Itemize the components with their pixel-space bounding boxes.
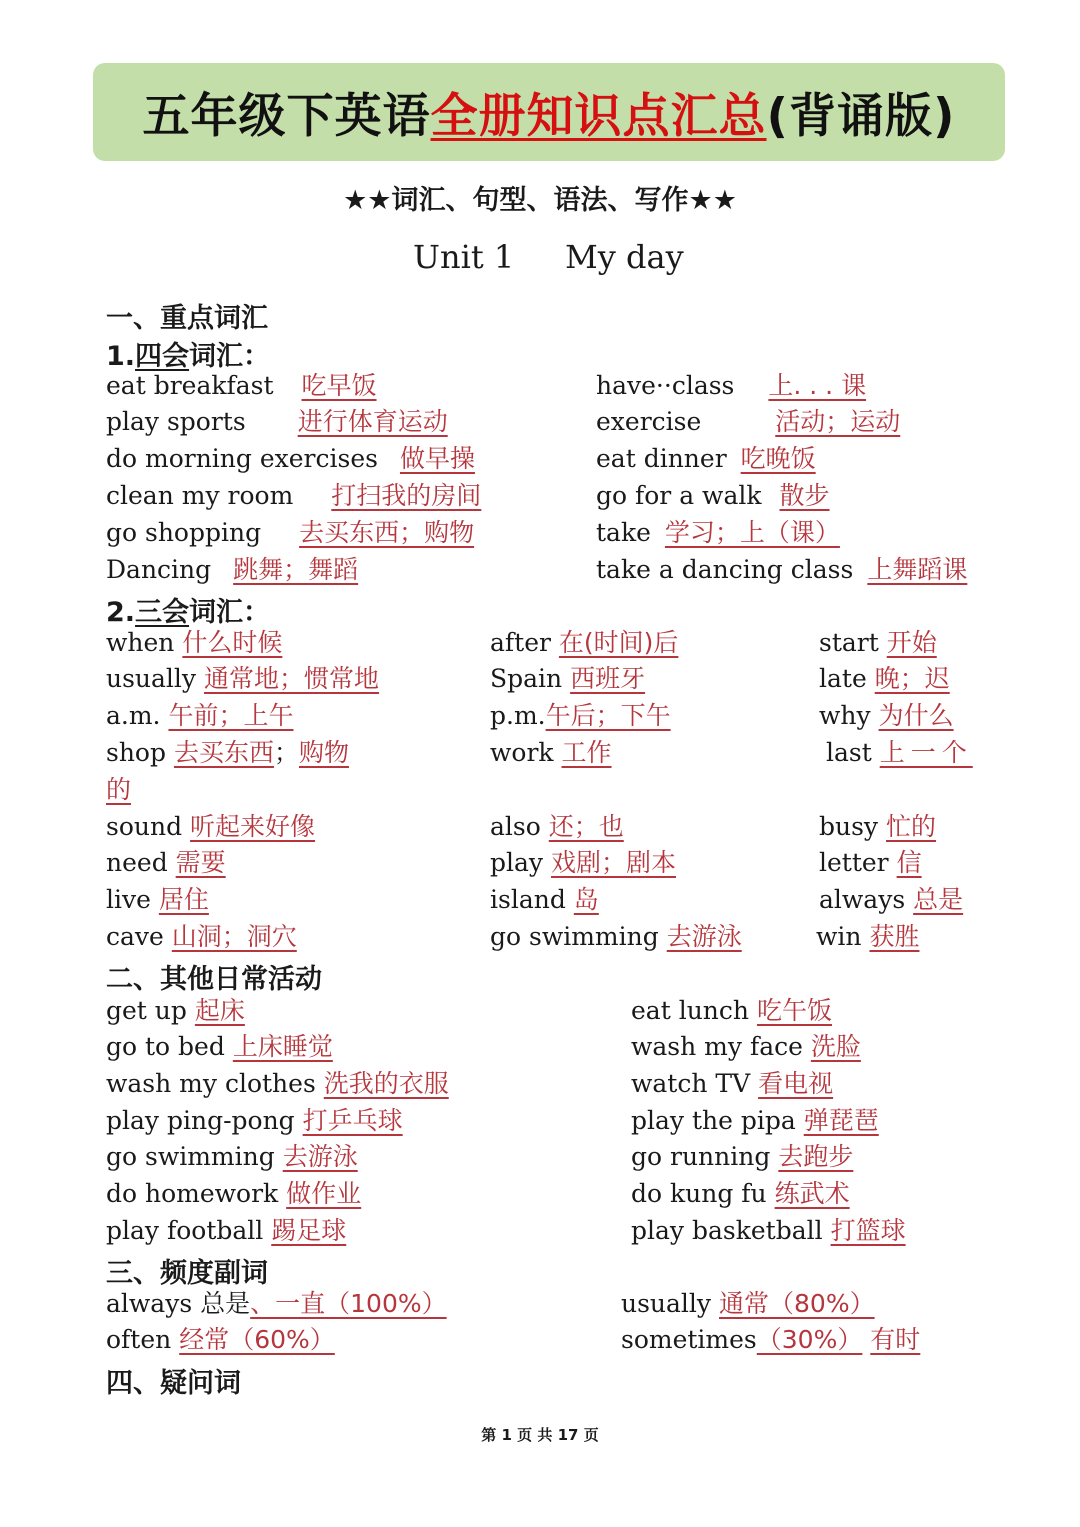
vocab-cn: 打扫我的房间 xyxy=(331,481,482,510)
vocab-cn: 信 xyxy=(896,848,922,877)
vocab-cn: 居住 xyxy=(158,885,209,914)
vocab-cn: 跳舞；舞蹈 xyxy=(233,555,359,584)
activity-item xyxy=(631,995,832,1027)
activity-item xyxy=(631,1178,850,1210)
activity-cn: 练武术 xyxy=(774,1179,850,1208)
vocab-cn: 还；也 xyxy=(548,812,624,841)
vocab-cn: 午前；上午 xyxy=(168,701,294,730)
vocab-item xyxy=(106,700,293,732)
activity-item xyxy=(106,1215,346,1247)
vocab-cn: 获胜 xyxy=(869,922,920,951)
vocab-en: go for a walk xyxy=(596,481,762,510)
vocab-en: start xyxy=(819,628,879,657)
vocab-en: when xyxy=(106,628,175,657)
vocab-cn: 活动；运动 xyxy=(775,407,901,436)
unit-name: My day xyxy=(565,238,684,276)
vocab-cn: 上舞蹈课 xyxy=(867,555,968,584)
activity-en: go to bed xyxy=(106,1032,225,1061)
section-heading-vocabulary: 一、重点词汇 xyxy=(106,303,268,334)
vocab-item xyxy=(819,884,963,916)
vocab-en: a.m. xyxy=(106,701,161,730)
vocab-en: need xyxy=(106,848,168,877)
vocab-en: play xyxy=(490,848,544,877)
sub-heading-prefix: 2. xyxy=(106,597,136,628)
section-heading-question-words: 四、疑问词 xyxy=(106,1368,241,1399)
vocab-item xyxy=(819,700,954,732)
vocab-item xyxy=(106,737,349,769)
vocab-cn: 工作 xyxy=(561,738,612,767)
activity-cn: 起床 xyxy=(194,996,245,1025)
vocab-item xyxy=(106,370,377,402)
vocab-cn: 听起来好像 xyxy=(190,812,316,841)
activity-en: eat lunch xyxy=(631,996,749,1025)
vocab-cn: 午后；下午 xyxy=(545,701,671,730)
vocab-item xyxy=(819,663,950,695)
vocab-en: sound xyxy=(106,812,183,841)
vocab-en: why xyxy=(819,701,871,730)
vocab-en: cave xyxy=(106,922,164,951)
vocab-en: Dancing xyxy=(106,555,212,584)
vocab-en: p.m. xyxy=(490,701,546,730)
activity-en: wash my clothes xyxy=(106,1069,316,1098)
vocab-en: do morning exercises xyxy=(106,444,378,473)
adverb-cn: 、一直（100%） xyxy=(250,1289,447,1318)
activity-cn: 弹琵琶 xyxy=(803,1106,879,1135)
unit-number: Unit 1 xyxy=(413,238,515,276)
activity-item xyxy=(106,1141,358,1173)
vocab-cn: 上. . . 课 xyxy=(768,371,867,400)
activity-cn: 打篮球 xyxy=(830,1216,906,1245)
activity-item xyxy=(106,1068,449,1100)
activity-en: do kung fu xyxy=(631,1179,767,1208)
vocab-en: clean my room xyxy=(106,481,294,510)
vocab-item xyxy=(106,884,209,916)
vocab-item xyxy=(596,517,840,549)
activity-en: play ping-pong xyxy=(106,1106,295,1135)
section-heading-frequency-adverbs: 三、频度副词 xyxy=(106,1258,268,1289)
activity-cn: 洗我的衣服 xyxy=(323,1069,449,1098)
activity-item xyxy=(631,1031,861,1063)
vocab-en: take a dancing class xyxy=(596,555,854,584)
vocab-cn: 购物 xyxy=(298,738,349,767)
vocab-cn: 的 xyxy=(106,775,132,804)
vocab-en: late xyxy=(819,664,867,693)
vocab-en: go shopping xyxy=(106,518,262,547)
activity-item xyxy=(631,1215,906,1247)
vocab-item xyxy=(106,443,475,475)
vocab-en: also xyxy=(490,812,541,841)
vocab-cn: 总是 xyxy=(913,885,964,914)
sub-heading-suffix: 词汇： xyxy=(189,597,271,628)
vocab-en: after xyxy=(490,628,551,657)
activity-cn: 去跑步 xyxy=(778,1142,854,1171)
vocab-item xyxy=(490,700,671,732)
activity-item xyxy=(631,1141,853,1173)
vocab-cn: 岛 xyxy=(573,885,599,914)
vocab-en: always xyxy=(819,885,906,914)
vocab-item-wrap xyxy=(106,774,131,806)
vocab-cn: 通常地；惯常地 xyxy=(204,664,380,693)
vocab-cn: 吃晚饭 xyxy=(740,444,816,473)
activity-cn: 打乒乓球 xyxy=(302,1106,403,1135)
vocab-cn: 晚；迟 xyxy=(874,664,950,693)
vocab-item xyxy=(106,406,448,438)
activity-cn: 吃午饭 xyxy=(756,996,832,1025)
vocab-item xyxy=(819,847,922,879)
activity-en: do homework xyxy=(106,1179,279,1208)
vocab-item xyxy=(490,884,599,916)
sub-heading-suffix: 词汇： xyxy=(189,341,271,372)
vocab-en: island xyxy=(490,885,566,914)
vocab-item xyxy=(106,847,226,879)
vocab-cn: 为什么 xyxy=(878,701,954,730)
vocab-item xyxy=(596,554,967,586)
vocab-en: win xyxy=(816,922,862,951)
document-title xyxy=(143,79,956,146)
activity-item xyxy=(631,1105,879,1137)
adverb-cn: 通常（80%） xyxy=(719,1289,875,1318)
sub-heading-prefix: 1. xyxy=(106,341,136,372)
title-banner xyxy=(93,63,1005,161)
vocab-en: have··class xyxy=(596,371,735,400)
activity-item xyxy=(106,1031,333,1063)
activity-en: get up xyxy=(106,996,187,1025)
title-part-2: 全册知识点汇总 xyxy=(430,88,767,144)
vocab-en: shop xyxy=(106,738,166,767)
activity-cn: 去游泳 xyxy=(282,1142,358,1171)
subtitle: ★★词汇、句型、语法、写作★★ xyxy=(343,185,737,216)
activity-en: go running xyxy=(631,1142,771,1171)
vocab-en: eat breakfast xyxy=(106,371,274,400)
adverb-item xyxy=(621,1324,920,1356)
vocab-en: usually xyxy=(106,664,197,693)
activity-cn: 看电视 xyxy=(758,1069,834,1098)
vocab-cn: 在(时间)后 xyxy=(558,628,679,657)
vocab-en: Spain xyxy=(490,664,563,693)
vocab-cn: 山洞；洞穴 xyxy=(171,922,297,951)
activity-en: wash my face xyxy=(631,1032,803,1061)
adverb-en: always xyxy=(106,1289,193,1318)
vocab-en: work xyxy=(490,738,554,767)
vocab-item xyxy=(490,811,624,843)
vocab-cn: 做早操 xyxy=(399,444,475,473)
adverb-cn-plain: 总是 xyxy=(200,1289,251,1318)
adverb-cn: 经常（60%） xyxy=(179,1325,335,1354)
vocab-item xyxy=(596,443,816,475)
vocab-item xyxy=(106,554,358,586)
sub-heading-four-skill xyxy=(106,334,270,373)
activity-en: go swimming xyxy=(106,1142,275,1171)
vocab-item xyxy=(106,480,481,512)
activity-item xyxy=(631,1068,833,1100)
vocab-en: go swimming xyxy=(490,922,659,951)
adverb-en: often xyxy=(106,1325,172,1354)
vocab-cn: 开始 xyxy=(886,628,937,657)
activity-cn: 洗脸 xyxy=(810,1032,861,1061)
adverb-item xyxy=(621,1288,875,1320)
vocab-cn: 吃早饭 xyxy=(301,371,377,400)
vocab-item xyxy=(106,627,282,659)
vocab-item xyxy=(490,847,676,879)
vocab-cn: 上一个 xyxy=(879,738,973,767)
vocab-en: exercise xyxy=(596,407,702,436)
vocab-en: last xyxy=(826,738,872,767)
vocab-en: play sports xyxy=(106,407,246,436)
vocab-cn: 去买东西；购物 xyxy=(299,518,475,547)
activity-item xyxy=(106,1105,403,1137)
activity-cn: 踢足球 xyxy=(271,1216,347,1245)
vocab-item xyxy=(106,921,297,953)
vocab-separator: ； xyxy=(273,738,299,767)
vocab-item xyxy=(490,627,678,659)
adverb-en: sometimes xyxy=(621,1325,757,1354)
vocab-en: busy xyxy=(819,812,879,841)
title-part-3: (背诵版) xyxy=(766,88,956,144)
sub-heading-three-skill xyxy=(106,590,270,629)
vocab-cn: 戏剧；剧本 xyxy=(550,848,676,877)
activity-cn: 上床睡觉 xyxy=(232,1032,333,1061)
vocab-en: letter xyxy=(819,848,889,877)
vocab-cn: 忙的 xyxy=(886,812,937,841)
activity-en: play football xyxy=(106,1216,264,1245)
vocab-item xyxy=(596,480,830,512)
vocab-item xyxy=(106,663,379,695)
page-footer: 第 1 页 共 17 页 xyxy=(481,1426,599,1444)
vocab-en: take xyxy=(596,518,651,547)
vocab-cn: 需要 xyxy=(175,848,226,877)
vocab-item xyxy=(596,406,900,438)
vocab-item xyxy=(826,737,973,769)
vocab-cn: 去游泳 xyxy=(666,922,742,951)
vocab-cn: 学习；上（课） xyxy=(664,518,840,547)
adverb-item xyxy=(106,1288,447,1320)
vocab-item xyxy=(596,370,866,402)
sub-heading-underlined: 三会 xyxy=(135,597,190,628)
activity-en: watch TV xyxy=(631,1069,751,1098)
vocab-cn: 去买东西 xyxy=(173,738,274,767)
activity-item xyxy=(106,995,245,1027)
adverb-cn: 有时 xyxy=(870,1325,921,1354)
activity-en: play the pipa xyxy=(631,1106,796,1135)
vocab-item xyxy=(490,921,742,953)
vocab-cn: 什么时候 xyxy=(182,628,283,657)
vocab-item xyxy=(106,517,474,549)
adverb-item xyxy=(106,1324,335,1356)
activity-cn: 做作业 xyxy=(286,1179,362,1208)
vocab-cn: 进行体育运动 xyxy=(297,407,448,436)
vocab-cn: 散步 xyxy=(779,481,830,510)
activity-en: play basketball xyxy=(631,1216,823,1245)
vocab-item xyxy=(816,921,919,953)
title-part-1: 五年级下英语 xyxy=(142,88,431,144)
sub-heading-underlined: 四会 xyxy=(135,341,190,372)
vocab-item xyxy=(819,627,937,659)
vocab-item xyxy=(490,737,612,769)
section-heading-daily-activities: 二、其他日常活动 xyxy=(106,964,322,995)
vocab-item xyxy=(106,811,315,843)
vocab-en: eat dinner xyxy=(596,444,727,473)
vocab-item xyxy=(819,811,936,843)
vocab-cn: 西班牙 xyxy=(570,664,646,693)
vocab-en: live xyxy=(106,885,151,914)
vocab-item xyxy=(490,663,645,695)
adverb-cn: （30%） xyxy=(756,1325,863,1354)
adverb-en: usually xyxy=(621,1289,712,1318)
activity-item xyxy=(106,1178,361,1210)
